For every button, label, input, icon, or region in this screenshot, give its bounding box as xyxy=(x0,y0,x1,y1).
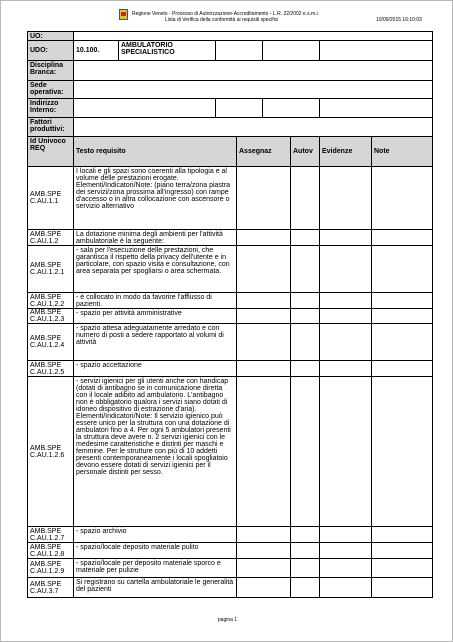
evidenze-cell xyxy=(319,542,372,559)
note-cell xyxy=(371,526,433,543)
regione-veneto-logo-icon xyxy=(119,9,128,20)
note-cell xyxy=(371,558,433,578)
uo-label: UO: xyxy=(27,31,74,41)
assegnaz-cell xyxy=(236,292,291,309)
autov-cell xyxy=(290,376,320,527)
page-footer: pagina 1 xyxy=(217,617,238,623)
assegnaz-cell xyxy=(236,245,291,293)
requirement-text: - spazio accettazione xyxy=(73,360,237,377)
udo-code: 10.100. xyxy=(73,40,119,61)
column-header-assegnaz: Assegnaz xyxy=(236,136,291,167)
indirizzo-cell-3 xyxy=(262,98,320,118)
evidenze-cell xyxy=(319,166,372,230)
requirement-id: AMB.SPE C.AU.1.2.9 xyxy=(27,558,74,578)
note-cell xyxy=(371,166,433,230)
requirement-id: AMB.SPE C.AU.1.2.6 xyxy=(27,376,74,527)
requirement-id: AMB.SPE C.AU.1.2 xyxy=(27,229,74,246)
requirement-text: La dotazione minima degli ambienti per l'attività ambulatoriale è la seguente: xyxy=(73,229,237,246)
udo-cell-3 xyxy=(215,40,263,61)
requirement-id: AMB.SPE C.AU.1.2.3 xyxy=(27,308,74,324)
autov-cell xyxy=(290,308,320,324)
assegnaz-cell xyxy=(236,577,291,598)
requirement-text: Si registrano su cartella ambulatoriale le generalità del pazienti xyxy=(73,577,237,598)
autov-cell xyxy=(290,526,320,543)
assegnaz-cell xyxy=(236,526,291,543)
column-header-id: Id Univoco REQ xyxy=(27,136,74,167)
note-cell xyxy=(371,323,433,361)
evidenze-cell xyxy=(319,577,372,598)
column-header-autov: Autov xyxy=(290,136,320,167)
evidenze-cell xyxy=(319,323,372,361)
fattori-label: Fattori produttivi: xyxy=(27,117,74,137)
requirement-text: - spazio/locale deposito materiale pulito xyxy=(73,542,237,559)
assegnaz-cell xyxy=(236,308,291,324)
assegnaz-cell xyxy=(236,542,291,559)
evidenze-cell xyxy=(319,229,372,246)
column-header-testo: Testo requisito xyxy=(73,136,237,167)
disciplina-value xyxy=(73,60,433,81)
evidenze-cell xyxy=(319,526,372,543)
requirement-id: AMB.SPE C.AU.1.2.5 xyxy=(27,360,74,377)
note-cell xyxy=(371,360,433,377)
requirement-id: AMB.SPE C.AU.1.2.1 xyxy=(27,245,74,293)
indirizzo-cell-2 xyxy=(215,98,263,118)
indirizzo-cell-1 xyxy=(73,98,216,118)
evidenze-cell xyxy=(319,292,372,309)
requirement-text: I locali e gli spazi sono coerenti alla tipologia e al volume delle prestazioni erogate. Elementi/Indicatori/Note: (piano terra/zona piastra dei servizi/zona prossima all'ingresso) con rampe d'accesso o in altra collocazione con ascensore o servizio alternativo xyxy=(73,166,237,230)
requirement-text: - spazio/locale per deposito materiale sporco e materiale per pulizie xyxy=(73,558,237,578)
column-header-evidenze: Evidenze xyxy=(319,136,372,167)
autov-cell xyxy=(290,542,320,559)
assegnaz-cell xyxy=(236,360,291,377)
autov-cell xyxy=(290,245,320,293)
note-cell xyxy=(371,229,433,246)
header-subtitle: Lista di Verifica della conformità ai requisiti specifici xyxy=(165,17,279,23)
evidenze-cell xyxy=(319,308,372,324)
assegnaz-cell xyxy=(236,323,291,361)
assegnaz-cell xyxy=(236,166,291,230)
autov-cell xyxy=(290,292,320,309)
udo-cell-5 xyxy=(319,40,433,61)
disciplina-label: Disciplina Branca: xyxy=(27,60,74,81)
autov-cell xyxy=(290,166,320,230)
assegnaz-cell xyxy=(236,376,291,527)
requirement-text: - sala per l'esecuzione delle prestazioni, che garantisca il rispetto della privacy dell'utente e in particolare, con spazio visita e consultazione, con area separata per spogliarsi o area schermata. xyxy=(73,245,237,293)
assegnaz-cell xyxy=(236,229,291,246)
requirement-id: AMB.SPE C.AU.1.2.7 xyxy=(27,526,74,543)
requirement-id: AMB.SPE C.AU.1.1 xyxy=(27,166,74,230)
fattori-value xyxy=(73,117,433,137)
note-cell xyxy=(371,245,433,293)
assegnaz-cell xyxy=(236,558,291,578)
indirizzo-cell-4 xyxy=(319,98,433,118)
autov-cell xyxy=(290,360,320,377)
note-cell xyxy=(371,292,433,309)
requirement-id: AMB.SPE C.AU.1.2.8 xyxy=(27,542,74,559)
header-datetime: 10/09/2015 16:10:03 xyxy=(376,17,422,23)
requirement-text: - spazio per attività amministrative xyxy=(73,308,237,324)
indirizzo-label: Indirizzo Interno: xyxy=(27,98,74,118)
requirement-text: - servizi igienici per gli utenti anche con handicap (dotati di antibagno se in comunicazione diretta con il locale adibito ad ambulatorio. L'antibagno non è obbligatorio qualora i servizi siano dotati di idoneo dispositivo di estrazione d'aria). Elementi/Indicatori/Note: Il servizio igienico può essere unico per la struttura con una dotazione di ambulatori fino a 4. Per ogni 5 ambulatori presenti la struttura deve avere n. 2 servizi igienici con le medesime caratteristiche e distinti per maschi e femmine. Per le strutture con più di 10 addetti presenti contemporaneamente i locali spogliatoio devono essere dotati di servizi igienici per il personale distinti per sesso. xyxy=(73,376,237,527)
requirement-text: - è collocato in modo da favorire l'afflusso di pazienti. xyxy=(73,292,237,309)
autov-cell xyxy=(290,577,320,598)
requirement-text: - spazio archivio xyxy=(73,526,237,543)
requirement-text: - spazio attesa adeguatamente arredato e con numero di posti a sedere rapportato al volumi di attività xyxy=(73,323,237,361)
header-title: Regione Veneto - Processo di Autorizzazione-Accreditamento - L.R. 22/2002 e.s.m.i. xyxy=(132,11,320,17)
autov-cell xyxy=(290,558,320,578)
sede-value xyxy=(73,80,433,99)
udo-label: UDO: xyxy=(27,40,74,61)
evidenze-cell xyxy=(319,558,372,578)
requirement-id: AMB.SPE C.AU.3.7 xyxy=(27,577,74,598)
column-header-note: Note xyxy=(371,136,433,167)
autov-cell xyxy=(290,323,320,361)
evidenze-cell xyxy=(319,360,372,377)
autov-cell xyxy=(290,229,320,246)
udo-name: AMBULATORIO SPECIALISTICO xyxy=(118,40,216,61)
requirement-id: AMB.SPE C.AU.1.2.4 xyxy=(27,323,74,361)
udo-cell-4 xyxy=(262,40,320,61)
note-cell xyxy=(371,376,433,527)
sede-label: Sede operativa: xyxy=(27,80,74,99)
evidenze-cell xyxy=(319,245,372,293)
note-cell xyxy=(371,542,433,559)
note-cell xyxy=(371,577,433,598)
requirement-id: AMB.SPE C.AU.1.2.2 xyxy=(27,292,74,309)
evidenze-cell xyxy=(319,376,372,527)
note-cell xyxy=(371,308,433,324)
